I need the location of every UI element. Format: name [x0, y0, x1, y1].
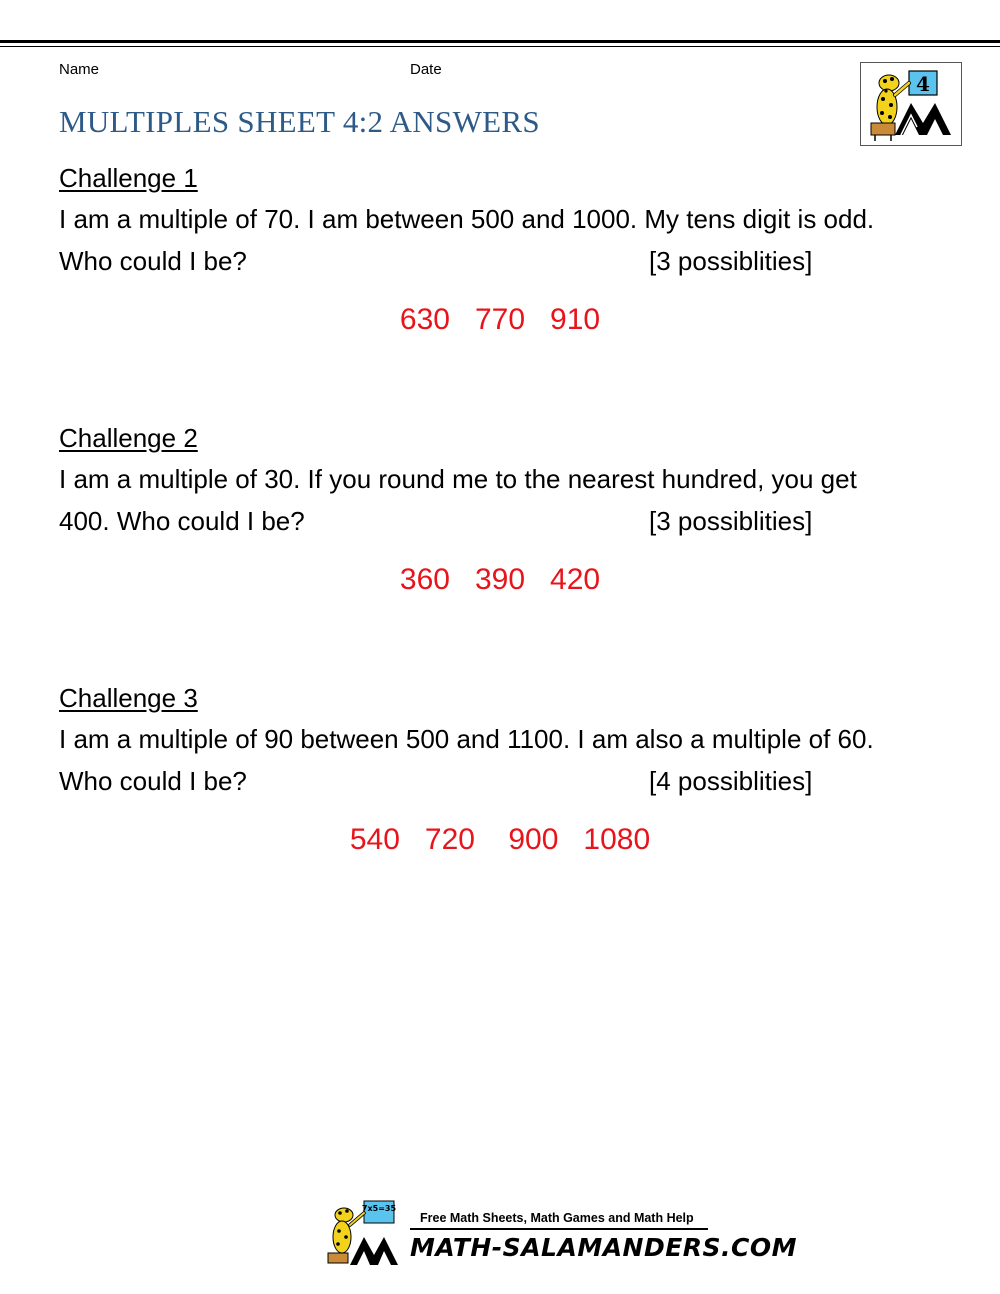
- top-rule-thin: [0, 46, 1000, 47]
- answer-values: 630 770 910: [399, 303, 601, 336]
- challenge-heading: Challenge 1: [59, 163, 198, 193]
- possibilities-count: [3 possiblities]: [649, 246, 813, 276]
- question-line-1: I am a multiple of 30. If you round me to the nearest hundred, you get: [59, 464, 857, 494]
- question-line-2: 400. Who could I be?: [59, 506, 305, 536]
- top-rule: [0, 40, 1000, 43]
- challenge-heading: Challenge 2: [59, 423, 198, 453]
- question-line-1: I am a multiple of 70. I am between 500 and 1000. My tens digit is odd.: [59, 204, 875, 234]
- footer-logo: [324, 1197, 798, 1269]
- grade-number: 4: [916, 72, 930, 96]
- answer-values: 360 390 420: [399, 563, 601, 596]
- possibilities-count: [4 possiblities]: [649, 766, 813, 796]
- salamander-logo-icon: [861, 63, 960, 144]
- date-label: Date: [410, 61, 442, 78]
- page-title: MULTIPLES SHEET 4:2 ANSWERS: [59, 104, 540, 139]
- grade-logo: [860, 62, 962, 146]
- answer-values: 540 720 900 1080: [349, 823, 651, 856]
- question-line-2: Who could I be?: [59, 766, 247, 796]
- footer-badge-text: 7x5=35: [361, 1204, 397, 1213]
- possibilities-count: [3 possiblities]: [649, 506, 813, 536]
- name-label: Name: [59, 61, 100, 78]
- question-line-1: I am a multiple of 90 between 500 and 1100. I am also a multiple of 60.: [59, 724, 874, 754]
- question-line-2: Who could I be?: [59, 246, 247, 276]
- footer-divider: [410, 1228, 708, 1230]
- footer-site-name: MATH-SALAMANDERS.COM: [410, 1233, 798, 1262]
- challenge-heading: Challenge 3: [59, 683, 198, 713]
- footer-tagline: Free Math Sheets, Math Games and Math Help: [420, 1211, 694, 1225]
- salamander-footer-icon: [324, 1197, 408, 1269]
